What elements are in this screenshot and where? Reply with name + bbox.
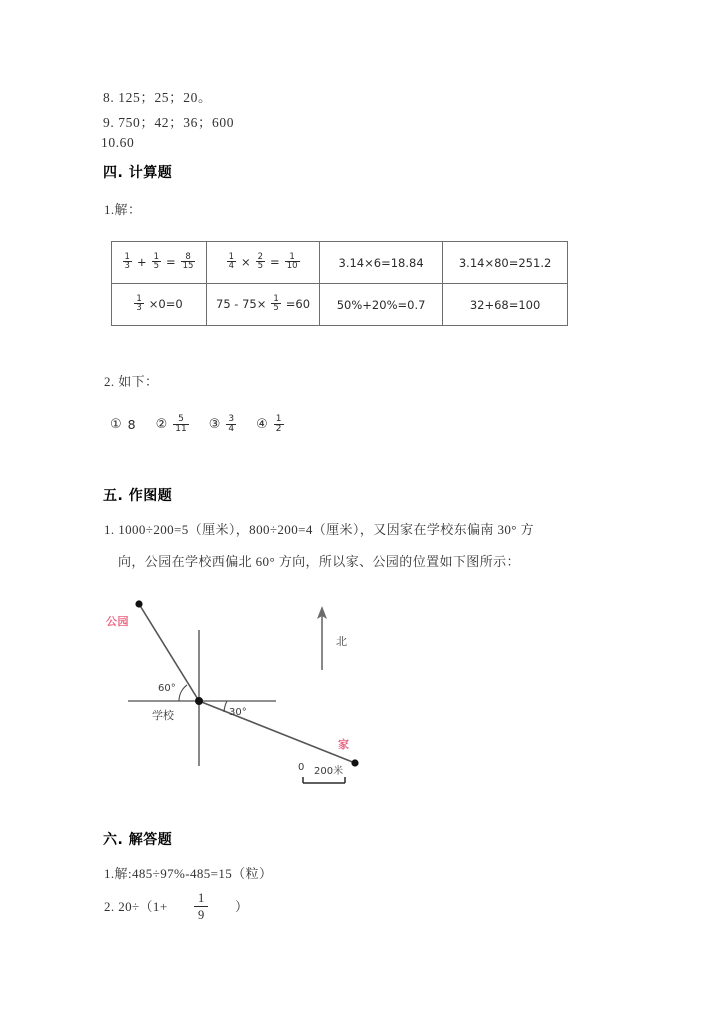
section-heading-four: 四. 计算题 [103,165,173,181]
operator: 75 - 75× [216,297,267,311]
circled-answer-item [110,417,136,432]
fraction-denominator: 5 [153,261,159,271]
fraction-numerator: 1 [194,891,208,907]
section-six-item-2-suffix: ） [235,899,249,914]
calculation-table-body [112,242,568,326]
circled-marker: ④ [256,417,268,433]
fraction-numerator: 1 [228,251,234,262]
label-home: 家 [338,738,350,751]
fraction [271,295,280,313]
section-heading-six: 六. 解答题 [103,832,173,848]
fraction-denominator: 2 [275,424,282,435]
fraction-numerator: 1 [285,253,300,263]
fraction-denominator: 3 [136,303,142,313]
section-four-item-2: 2. 如下： [104,374,159,389]
angle-arc-60 [179,685,187,701]
section-heading-five: 五. 作图题 [103,488,173,504]
circled-marker: ② [155,417,168,433]
point-park [135,600,142,607]
fraction-one-ninth [194,891,208,923]
fraction-denominator: 5 [273,303,279,313]
table-cell-r2c2 [207,284,320,326]
angle-arc-30 [224,701,227,712]
circled-marker: ① [110,417,122,433]
circled-answer-item [156,415,189,435]
fraction-denominator: 9 [198,908,205,923]
label-north: 北 [336,635,347,648]
fraction [274,415,284,435]
label-school: 学校 [152,709,174,722]
label-scale-zero: 0 [298,762,305,773]
fraction-numerator: 3 [228,414,235,424]
fraction [152,253,161,271]
ray-to-home [199,701,355,763]
operator: × [240,255,251,269]
answer-line-8: 8. 125；25；20。 [103,90,213,105]
fraction-numerator: 1 [153,251,159,262]
label-park: 公园 [106,615,129,628]
answer-line-9: 9. 750；42；36；600 [103,115,235,130]
section-five-line-2: 向，公园在学校西偏北 60° 方向，所以家、公园的位置如下图所示： [118,554,520,569]
table-cell-r2c1 [112,284,207,326]
direction-diagram-svg [100,580,430,795]
fraction [226,415,236,435]
fraction-numerator: 1 [124,251,130,262]
table-cell-r1c4: 3.14×80=251.2 [443,242,568,284]
table-cell-r1c3: 3.14×6=18.84 [320,242,443,284]
fraction-numerator: 1 [275,414,282,424]
fraction [256,253,265,271]
operator: + [136,255,147,269]
fraction-denominator: 4 [228,424,235,435]
table-cell-r1c1 [112,242,207,284]
fraction [123,253,132,271]
operator: =60 [285,297,311,311]
label-angle-30: 30° [229,707,247,718]
circled-answer-item [256,415,283,435]
circled-answer-value: 8 [127,417,136,433]
section-six-item-2-prefix: 2. 20÷（1+ [104,899,168,914]
fraction-denominator: 10 [286,261,298,271]
operator: ×0=0 [148,297,183,311]
circled-answer-row [110,415,304,435]
fraction-denominator: 3 [124,261,130,271]
table-cell-r2c4: 32+68=100 [443,284,568,326]
fraction-numerator: 8 [181,253,196,263]
section-six-item-1: 1.解:485÷97%-485=15（粒） [104,866,273,881]
table-row [112,242,568,284]
label-angle-60: 60° [158,683,176,694]
fraction-numerator: 1 [273,293,279,304]
fraction-numerator: 1 [136,293,142,304]
fraction-denominator: 15 [182,261,194,271]
fraction-denominator: 11 [175,424,187,435]
table-cell-r1c2 [207,242,320,284]
section-four-item-1: 1.解： [104,202,142,217]
circled-marker: ③ [208,417,221,433]
operator: = [270,255,280,269]
fraction [181,253,196,271]
label-scale-value: 200米 [314,766,344,777]
circled-answer-item [209,415,236,435]
direction-diagram [100,580,430,795]
point-school [195,697,203,705]
table-cell-r2c3: 50%+20%=0.7 [320,284,443,326]
answer-line-10: 10.60 [101,135,135,150]
fraction [285,253,300,271]
fraction-numerator: 5 [173,415,188,425]
fraction-denominator: 5 [257,261,264,271]
fraction-numerator: 2 [257,251,264,262]
fraction [134,295,143,313]
fraction [227,253,236,271]
section-five-line-1: 1. 1000÷200=5（厘米），800÷200=4（厘米），又因家在学校东偏南 30° 方 [104,522,534,537]
point-home [351,759,358,766]
table-row [112,284,568,326]
fraction-denominator: 4 [228,261,234,271]
calculation-table [111,241,568,326]
operator: = [166,255,176,269]
fraction [173,415,188,435]
